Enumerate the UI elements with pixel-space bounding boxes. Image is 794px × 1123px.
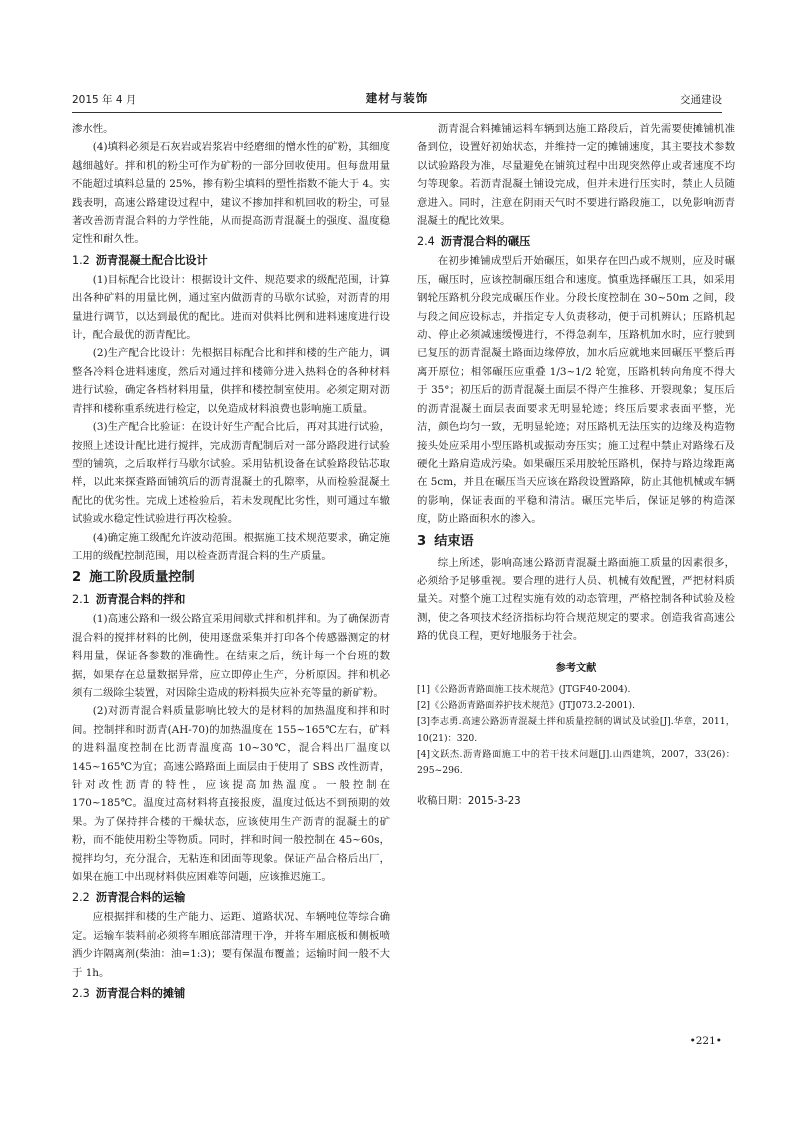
paragraph: 在初步摊铺成型后开始碾压，如果存在凹凸或不规则，应及时碾压，碾压时，应该控制碾压组合和速度。慎重选择碾压工具，如采用钢轮压路机分段完成碾压作业。分段长度控制在 30~50m 之间，段与段之间应设标志，并指定专人负责移动，便于司机辨认；压路机起动、停止必须减速缓慢进行，不得急刹车，压路机加水时，应行驶到已复压的沥青混凝土路面边缘停放，加水后应就地来回碾压平整后再离开原位；相邻碾压应重叠 1/3~1/2 轮宽，压路机转向角度不得大于 35°；初压后的沥青混凝土面层不得产生推移、开裂现象；复压后的沥青混凝土面层表面要求无明显轮迹；终压后要求表面平整，光洁，颜色均匀一致，无明显轮迹；对压路机无法压实的边缘及构造物接头处应采用小型压路机或振动夯压实；施工过程中禁止对路缘石及硬化土路肩造成污染。如果碾压采用胶轮压路机，保持与路边缘距离在 5cm，并且在碾压当天应该在路段设置路障，防止其他机械或车辆的影响，保证表面的平稳和清洁。碾压完毕后，保证足够的构造深度，防止路面积水的渗入。 [417,255,735,526]
paragraph: (1)目标配合比设计：根据设计文件、规范要求的级配范围，计算出各种矿料的用量比例，通过室内做沥青的马歇尔试验，对沥青的用量进行调节，以达到最优的配比。进而对供料比例和进料速度进行设计，配合最优的沥青配比。 [72,273,390,342]
paragraph: (4)确定施工级配允许波动范围。根据施工技术规范要求，确定施工用的级配控制范围，用以检查沥青混合料的生产质量。 [72,531,390,562]
subsection-heading [72,251,390,270]
heading-number: 2.4 [417,235,435,249]
subsection-heading [417,232,735,251]
heading-number: 2.3 [72,987,90,1001]
journal-title: 建材与装饰 [365,91,429,105]
right-column-body [417,120,735,646]
reference-item: [2]《公路沥青路面养护技术规范》(JTJ073.2-2001). [417,700,636,712]
subsection-heading [72,984,390,1003]
right-column [417,120,735,812]
paragraph: 综上所述，影响高速公路沥青混凝土路面施工质量的因素很多，必须给予足够重视。要合理的进行人员、机械有效配置，严把材料质量关。对整个施工过程实施有效的动态管理，严格控制各种试验及检测，使之各项技术经济指标均符合规范规定的要求。创造我省高速公路的优良工程，更好地服务于社会。 [417,556,735,643]
section-heading [417,532,735,552]
references-list [417,682,735,779]
heading-number: 2.1 [72,593,90,607]
heading-text: 沥青混合料的摊铺 [95,987,186,1001]
heading-text: 结束语 [434,533,474,549]
page-header [72,86,722,113]
section-name: 交通建设 [680,94,722,106]
page-number: •221• [689,1035,722,1047]
paragraph: 沥青混合料摊铺运料车辆到达施工路段后，首先需要使摊铺机准备到位，设置好初始状态，并维持一定的摊铺速度，其主要技术参数以试验路段为准，尽量避免在铺筑过程中出现突然停止或者速度不均匀等现象。若沥青混凝土铺设完成，但并未进行压实时，禁止人员随意进入。同时，注意在阴雨天气时不要进行路段施工，以免影响沥青混凝土的配比效果。 [417,123,735,228]
issue-date: 2015 年 4 月 [72,94,137,106]
left-column [72,120,390,1004]
heading-number: 3 [417,533,427,549]
heading-number: 2.2 [72,891,90,905]
paragraph: 应根据拌和楼的生产能力、运距、道路状况、车辆吨位等综合确定。运输车装料前必须将车厢底部清理干净，并将车厢底板和侧板喷洒少许隔离剂(柴油：油=1:3)；要有保温布覆盖；运输时间一般不大于 1h。 [72,911,390,979]
heading-text: 沥青混合料的碾压 [440,235,531,249]
subsection-heading [72,888,390,907]
heading-text: 沥青混凝土配合比设计 [95,253,208,267]
heading-text: 沥青混合料的拌和 [95,593,186,607]
references-title: 参考文献 [555,662,597,674]
section-heading [72,568,390,588]
reference-item: [4]文跃杰.沥青路面施工中的若干技术问题[J].山西建筑，2007，33(26)：295~296. [417,748,735,776]
paragraph: (1)高速公路和一级公路宜采用间歇式拌和机拌和。为了确保沥青混合料的搅拌材料的比例，使用逐盘采集并打印各个传感器测定的材料用量，保证各参数的准确性。在结束之后，统计每一个台班的数据，如果存在总量数据异常，应立即停止生产，分析原因。拌和机必须有二级除尘装置，对因除尘造成的粉料损失应补充等量的新矿粉。 [72,613,390,699]
heading-text: 施工阶段质量控制 [89,570,195,586]
paragraph: (2)生产配合比设计：先根据目标配合比和拌和楼的生产能力，调整各冷料仓进料速度，然后对通过拌和楼筛分进入热料仓的各种材料进行试验，确定各档材料用量，供拌和楼控制室使用。必须定期对沥青拌和楼称重系统进行检定，以免造成材料浪费也影响施工质量。 [72,347,390,415]
paragraph: 渗水性。 [72,123,114,135]
heading-number: 2 [72,570,82,586]
heading-text: 沥青混合料的运输 [95,891,186,905]
subsection-heading [72,590,390,609]
paragraph: (3)生产配合比验证：在设计好生产配合比后，再对其进行试验，按照上述设计配比进行搅拌，完成沥青配制后对一部分路段进行试验型的铺筑，之后取样行马歇尔试验。采用钻机设备在试验路段钻芯取样，以此来探查路面铺筑后的沥青混凝土的孔隙率，从而检验混凝土配比的优劣性。完成上述检验后，若未发现配比劣性，则可通过车辙试验或水稳定性试验进行再次检验。 [72,421,390,526]
heading-number: 1.2 [72,253,90,267]
paragraph: (2)对沥青混合料质量影响比较大的是材料的加热温度和拌和时间。控制拌和时沥青(AH-70)的加热温度在 155~165℃左右，矿料的进料温度控制在比沥青温度高 10~30℃，混合料出厂温度以 145~165℃为宜；高速公路路面上面层由于使用了 SBS 改性沥青，针对改性沥青的特性，应该提高加热温度。一般控制在 170~185℃。温度过高材料将直接报废，温度过低达不到预期的效果。为了保持拌合楼的干燥状态，应该使用生产沥青的混凝土的矿粉，而不能使用粉尘等物质。同时，拌和时间一般控制在 45~60s，搅拌均匀，充分混合，无粘连和团面等现象。保证产品合格后出厂，如果在施工中出现材料供应困难等问题，应该推迟施工。 [72,705,390,884]
reference-item: [1]《公路沥青路面施工技术规范》(JTGF40-2004). [417,683,631,695]
paragraph: (4)填料必须是石灰岩或岩浆岩中经磨细的憎水性的矿粉，其细度越细越好。拌和机的粉尘可作为矿粉的一部分回收使用。但每盘用量不能超过填料总量的 25%，掺有粉尘填料的塑性指数不能大于 4。实践表明，高速公路建设过程中，建议不掺加拌和机回收的粉尘，可显著改善沥青混合料的力学性能，从而提高沥青混凝土的强度、温度稳定性和耐久性。 [72,141,390,246]
received-date: 收稿日期：2015-3-23 [417,796,521,808]
reference-item: [3]李志勇.高速公路沥青混凝土拌和质量控制的调试及试验[J].华章，2011，10(21)：320. [417,716,735,744]
